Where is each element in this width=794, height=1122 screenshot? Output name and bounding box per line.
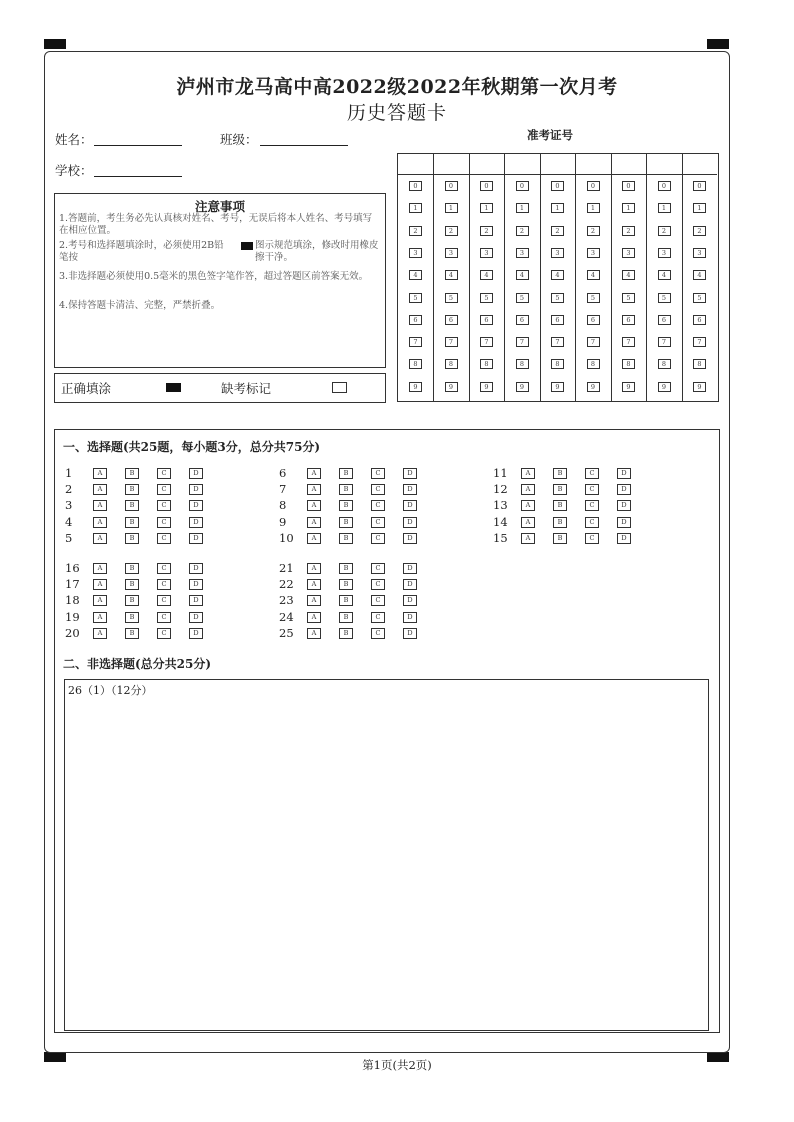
question-number: 25 xyxy=(279,625,294,640)
exam-id-bubble[interactable]: 6 xyxy=(409,315,422,325)
exam-id-bubble[interactable]: 2 xyxy=(409,226,422,236)
exam-id-bubble[interactable]: 0 xyxy=(480,181,493,191)
exam-id-bubble[interactable]: 3 xyxy=(551,248,564,258)
name-field[interactable] xyxy=(94,145,182,146)
question-number: 8 xyxy=(279,498,287,513)
exam-id-bubble[interactable]: 8 xyxy=(516,359,529,369)
exam-id-bubble[interactable]: 0 xyxy=(622,181,635,191)
exam-id-bubble[interactable]: 8 xyxy=(622,359,635,369)
question-number: 4 xyxy=(65,514,73,529)
registration-mark-top-right xyxy=(707,39,729,49)
answer-bubble[interactable]: B xyxy=(125,579,139,590)
question-number: 11 xyxy=(493,466,508,480)
answer-bubble[interactable]: D xyxy=(403,500,417,511)
answer-bubble[interactable]: D xyxy=(617,484,631,495)
exam-id-bubble[interactable]: 6 xyxy=(480,315,493,325)
exam-id-bubble[interactable]: 7 xyxy=(480,337,493,347)
question-number: 24 xyxy=(279,609,294,624)
class-label: 班级： xyxy=(220,132,258,147)
section1-title: 一、选择题(共25题，每小题3分，总分共75分) xyxy=(63,440,321,454)
fill-sample-icon xyxy=(241,242,253,250)
exam-id-bubble[interactable]: 7 xyxy=(551,337,564,347)
notice-item-4: 4.保持答题卡清洁、完整，严禁折叠。 xyxy=(59,300,221,311)
answer-bubble[interactable]: B xyxy=(125,563,139,574)
exam-id-bubble[interactable]: 7 xyxy=(409,337,422,347)
exam-id-bubble[interactable]: 9 xyxy=(587,382,600,392)
exam-id-digit-cell[interactable] xyxy=(505,154,540,175)
answer-bubble[interactable]: C xyxy=(157,579,171,590)
question-number: 9 xyxy=(279,514,287,529)
question-number: 7 xyxy=(279,482,287,497)
exam-id-digit-cell[interactable] xyxy=(576,154,611,175)
exam-id-bubble[interactable]: 1 xyxy=(622,203,635,213)
exam-id-bubble[interactable]: 1 xyxy=(409,203,422,213)
exam-id-bubble[interactable]: 3 xyxy=(445,248,458,258)
answer-bubble[interactable]: B xyxy=(125,468,139,479)
exam-id-bubble[interactable]: 1 xyxy=(658,203,671,213)
exam-id-bubble[interactable]: 9 xyxy=(551,382,564,392)
correct-fill-label: 正确填涂 xyxy=(61,381,112,396)
answer-bubble[interactable]: A xyxy=(307,533,321,544)
question-number: 14 xyxy=(493,514,508,529)
exam-id-digit-cell[interactable] xyxy=(434,154,469,175)
exam-id-bubble[interactable]: 4 xyxy=(516,270,529,280)
answer-bubble[interactable]: B xyxy=(339,579,353,590)
answer-bubble[interactable]: C xyxy=(585,484,599,495)
answer-bubble[interactable]: D xyxy=(189,563,203,574)
answer-bubble[interactable]: A xyxy=(93,595,107,606)
exam-id-digit-cell[interactable] xyxy=(611,154,646,175)
exam-id-digit-cell[interactable] xyxy=(469,154,504,175)
section2-title: 二、非选择题(总分共25分) xyxy=(63,657,212,671)
exam-id-bubble[interactable]: 9 xyxy=(622,382,635,392)
answer-bubble[interactable]: C xyxy=(371,579,385,590)
answer-bubble[interactable]: A xyxy=(521,517,535,528)
answer-bubble[interactable]: A xyxy=(521,533,535,544)
exam-id-bubble[interactable]: 3 xyxy=(480,248,493,258)
answer-bubble[interactable]: D xyxy=(617,468,631,479)
answer-bubble[interactable]: B xyxy=(125,595,139,606)
question-number: 18 xyxy=(65,593,80,608)
answer-bubble[interactable]: D xyxy=(189,533,203,544)
exam-id-bubble[interactable]: 3 xyxy=(622,248,635,258)
answer-bubble[interactable]: C xyxy=(157,595,171,606)
exam-id-column xyxy=(682,154,717,401)
exam-id-bubble[interactable]: 5 xyxy=(693,293,706,303)
exam-id-column xyxy=(540,154,576,401)
question-number: 19 xyxy=(65,609,80,624)
exam-id-bubble[interactable]: 9 xyxy=(693,382,706,392)
answer-bubble[interactable]: D xyxy=(189,484,203,495)
exam-id-bubble[interactable]: 4 xyxy=(445,270,458,280)
exam-id-bubble[interactable]: 7 xyxy=(587,337,600,347)
answer-bubble[interactable]: A xyxy=(307,484,321,495)
answer-bubble[interactable]: B xyxy=(339,533,353,544)
question-number: 22 xyxy=(279,577,294,592)
answer-bubble[interactable]: A xyxy=(93,612,107,623)
subject-title: 历史答题卡 xyxy=(346,102,447,124)
question-number: 15 xyxy=(493,530,508,545)
answer-bubble[interactable]: B xyxy=(339,500,353,511)
exam-id-column xyxy=(505,154,541,401)
exam-id-bubble[interactable]: 0 xyxy=(587,181,600,191)
exam-id-bubble[interactable]: 7 xyxy=(622,337,635,347)
answer-bubble[interactable]: C xyxy=(157,612,171,623)
exam-id-bubble[interactable]: 8 xyxy=(480,359,493,369)
answer-bubble[interactable]: D xyxy=(403,484,417,495)
exam-id-bubble[interactable]: 0 xyxy=(551,181,564,191)
exam-id-bubble[interactable]: 5 xyxy=(516,293,529,303)
exam-id-digit-cell[interactable] xyxy=(398,154,433,175)
exam-id-bubble[interactable]: 8 xyxy=(587,359,600,369)
answer-bubble[interactable]: D xyxy=(617,517,631,528)
exam-id-bubble[interactable]: 5 xyxy=(445,293,458,303)
answer-bubble[interactable]: D xyxy=(189,612,203,623)
answer-bubble[interactable]: D xyxy=(189,500,203,511)
answer-bubble[interactable]: D xyxy=(403,468,417,479)
answer-bubble[interactable]: C xyxy=(585,533,599,544)
answer-bubble[interactable]: C xyxy=(585,517,599,528)
question-number: 10 xyxy=(279,530,294,545)
question-number: 5 xyxy=(65,530,73,545)
school-field[interactable] xyxy=(94,176,182,177)
exam-id-column xyxy=(398,154,434,401)
answer-bubble[interactable]: A xyxy=(521,484,535,495)
answer-bubble[interactable]: C xyxy=(157,563,171,574)
answer-bubble[interactable]: B xyxy=(125,628,139,639)
answer-bubble[interactable]: C xyxy=(371,563,385,574)
exam-id-bubble[interactable]: 3 xyxy=(409,248,422,258)
exam-id-bubble[interactable]: 8 xyxy=(693,359,706,369)
answer-bubble[interactable]: B xyxy=(125,612,139,623)
answer-bubble[interactable]: C xyxy=(371,468,385,479)
exam-id-bubble[interactable]: 5 xyxy=(551,293,564,303)
exam-id-bubble[interactable]: 5 xyxy=(658,293,671,303)
exam-id-bubble[interactable]: 6 xyxy=(622,315,635,325)
exam-id-column xyxy=(611,154,647,401)
exam-id-bubble[interactable]: 4 xyxy=(480,270,493,280)
answer-bubble[interactable]: B xyxy=(339,563,353,574)
exam-id-bubble[interactable]: 9 xyxy=(516,382,529,392)
exam-id-grid xyxy=(397,153,719,402)
exam-id-bubble[interactable]: 0 xyxy=(658,181,671,191)
answer-bubble[interactable]: B xyxy=(553,533,567,544)
exam-id-bubble[interactable]: 8 xyxy=(409,359,422,369)
exam-id-bubble[interactable]: 2 xyxy=(551,226,564,236)
answer-bubble[interactable]: D xyxy=(189,579,203,590)
answer-bubble[interactable]: A xyxy=(93,500,107,511)
exam-id-bubble[interactable]: 2 xyxy=(622,226,635,236)
exam-id-bubble[interactable]: 2 xyxy=(516,226,529,236)
exam-id-bubble[interactable]: 1 xyxy=(516,203,529,213)
answer-bubble[interactable]: D xyxy=(189,628,203,639)
exam-id-bubble[interactable]: 9 xyxy=(445,382,458,392)
question-number: 13 xyxy=(493,498,508,513)
answer-bubble[interactable]: C xyxy=(157,500,171,511)
answer-bubble[interactable]: A xyxy=(93,563,107,574)
exam-id-bubble[interactable]: 4 xyxy=(587,270,600,280)
exam-id-bubble[interactable]: 1 xyxy=(445,203,458,213)
answer-bubble[interactable]: B xyxy=(339,628,353,639)
answer-bubble[interactable]: B xyxy=(339,468,353,479)
exam-id-bubble[interactable]: 2 xyxy=(587,226,600,236)
exam-id-bubble[interactable]: 4 xyxy=(693,270,706,280)
q26-label: 26（1）（12分） xyxy=(68,684,153,697)
answer-bubble[interactable]: A xyxy=(307,468,321,479)
exam-id-bubble[interactable]: 9 xyxy=(480,382,493,392)
exam-id-bubble[interactable]: 6 xyxy=(658,315,671,325)
exam-id-bubble[interactable]: 7 xyxy=(445,337,458,347)
answer-bubble[interactable]: C xyxy=(585,468,599,479)
answer-bubble[interactable]: B xyxy=(339,595,353,606)
exam-id-bubble[interactable]: 4 xyxy=(551,270,564,280)
answer-bubble[interactable]: A xyxy=(307,563,321,574)
exam-id-bubble[interactable]: 9 xyxy=(409,382,422,392)
answer-bubble[interactable]: A xyxy=(307,612,321,623)
answer-bubble[interactable]: C xyxy=(371,500,385,511)
answer-bubble[interactable]: B xyxy=(125,517,139,528)
answer-bubble[interactable]: C xyxy=(157,468,171,479)
answer-bubble[interactable]: B xyxy=(553,517,567,528)
school-label: 学校： xyxy=(55,163,93,178)
question-number: 16 xyxy=(65,561,80,575)
exam-id-bubble[interactable]: 9 xyxy=(658,382,671,392)
exam-id-bubble[interactable]: 4 xyxy=(658,270,671,280)
answer-bubble[interactable]: D xyxy=(617,533,631,544)
answer-bubble[interactable]: C xyxy=(157,628,171,639)
question-number: 21 xyxy=(279,561,294,575)
answer-bubble[interactable]: D xyxy=(189,468,203,479)
answer-bubble[interactable]: A xyxy=(307,628,321,639)
question-number: 23 xyxy=(279,593,294,608)
exam-id-bubble[interactable]: 3 xyxy=(693,248,706,258)
exam-id-bubble[interactable]: 4 xyxy=(622,270,635,280)
question-number: 3 xyxy=(65,498,73,513)
answer-bubble[interactable]: C xyxy=(371,533,385,544)
answer-bubble[interactable]: D xyxy=(189,517,203,528)
exam-id-bubble[interactable]: 3 xyxy=(658,248,671,258)
exam-id-bubble[interactable]: 0 xyxy=(516,181,529,191)
exam-id-bubble[interactable]: 8 xyxy=(445,359,458,369)
name-label: 姓名： xyxy=(55,132,93,147)
answer-bubble[interactable]: A xyxy=(307,579,321,590)
absent-mark-checkbox[interactable] xyxy=(332,382,347,393)
answer-bubble[interactable]: A xyxy=(93,533,107,544)
class-field[interactable] xyxy=(260,145,348,146)
exam-id-bubble[interactable]: 7 xyxy=(516,337,529,347)
answer-bubble[interactable]: C xyxy=(371,595,385,606)
answer-bubble[interactable]: B xyxy=(125,533,139,544)
exam-id-bubble[interactable]: 7 xyxy=(658,337,671,347)
correct-fill-sample-icon xyxy=(166,383,181,392)
exam-id-column xyxy=(469,154,505,401)
answer-bubble[interactable]: A xyxy=(93,628,107,639)
question-number: 17 xyxy=(65,577,80,592)
exam-id-bubble[interactable]: 1 xyxy=(587,203,600,213)
answer-bubble[interactable]: A xyxy=(93,579,107,590)
answer-bubble[interactable]: B xyxy=(339,484,353,495)
exam-id-bubble[interactable]: 6 xyxy=(445,315,458,325)
answer-bubble[interactable]: D xyxy=(403,628,417,639)
exam-id-bubble[interactable]: 3 xyxy=(516,248,529,258)
exam-id-digit-cell[interactable] xyxy=(682,154,717,175)
answer-bubble[interactable]: B xyxy=(125,484,139,495)
exam-id-bubble[interactable]: 7 xyxy=(693,337,706,347)
exam-id-label: 准考证号 xyxy=(527,128,573,142)
notice-item-3: 3.非选择题必须使用0.5毫米的黑色签字笔作答，超过答题区前答案无效。 xyxy=(59,271,369,282)
answer-bubble[interactable]: D xyxy=(403,533,417,544)
notice-item-2b: 图示规范填涂，修改时用橡皮擦干净。 xyxy=(255,240,379,263)
answer-bubble[interactable]: B xyxy=(553,484,567,495)
answer-bubble[interactable]: A xyxy=(307,595,321,606)
exam-id-bubble[interactable]: 6 xyxy=(551,315,564,325)
question-number: 2 xyxy=(65,482,73,497)
notice-item-2a: 2.考号和选择题填涂时，必须使用2B铅笔按 xyxy=(59,240,224,263)
exam-id-bubble[interactable]: 1 xyxy=(551,203,564,213)
answer-bubble[interactable]: B xyxy=(339,612,353,623)
question-number: 12 xyxy=(493,482,508,497)
answer-bubble[interactable]: C xyxy=(371,484,385,495)
answer-bubble[interactable]: B xyxy=(553,468,567,479)
question-number: 20 xyxy=(65,625,80,640)
exam-id-bubble[interactable]: 5 xyxy=(480,293,493,303)
notice-item-1: 1.答题前，考生务必先认真核对姓名、考号，无误后将本人姓名、考号填写在相应位置。 xyxy=(59,213,373,236)
answer-bubble[interactable]: A xyxy=(307,517,321,528)
answer-bubble[interactable]: A xyxy=(521,468,535,479)
exam-id-bubble[interactable]: 2 xyxy=(658,226,671,236)
exam-id-bubble[interactable]: 2 xyxy=(693,226,706,236)
exam-id-bubble[interactable]: 5 xyxy=(409,293,422,303)
exam-title: 泸州市龙马高中高2022级2022年秋期第一次月考 xyxy=(176,76,618,98)
exam-id-bubble[interactable]: 8 xyxy=(551,359,564,369)
exam-id-bubble[interactable]: 6 xyxy=(516,315,529,325)
answer-bubble[interactable]: D xyxy=(403,563,417,574)
exam-id-digit-cell[interactable] xyxy=(647,154,682,175)
exam-id-digit-cell[interactable] xyxy=(540,154,575,175)
exam-id-bubble[interactable]: 2 xyxy=(445,226,458,236)
answer-bubble[interactable]: D xyxy=(189,595,203,606)
question-number: 1 xyxy=(65,466,73,480)
exam-id-column xyxy=(647,154,683,401)
exam-id-bubble[interactable]: 6 xyxy=(587,315,600,325)
answer-bubble[interactable]: C xyxy=(157,484,171,495)
answer-bubble[interactable]: A xyxy=(521,500,535,511)
answer-bubble[interactable]: C xyxy=(157,517,171,528)
answer-bubble[interactable]: B xyxy=(125,500,139,511)
page-footer: 第1页(共2页) xyxy=(362,1058,432,1072)
fill-legend-box xyxy=(54,373,386,403)
exam-id-bubble[interactable]: 5 xyxy=(587,293,600,303)
answer-bubble[interactable]: C xyxy=(157,533,171,544)
notice-title: 注意事项 xyxy=(194,199,245,214)
exam-id-bubble[interactable]: 8 xyxy=(658,359,671,369)
answer-bubble[interactable]: A xyxy=(93,517,107,528)
exam-id-bubble[interactable]: 1 xyxy=(693,203,706,213)
answer-bubble[interactable]: C xyxy=(371,517,385,528)
answer-bubble[interactable]: B xyxy=(553,500,567,511)
question-number: 6 xyxy=(279,466,287,480)
answer-bubble[interactable]: C xyxy=(371,628,385,639)
exam-id-bubble[interactable]: 0 xyxy=(409,181,422,191)
answer-bubble[interactable]: D xyxy=(403,595,417,606)
registration-mark-top-left xyxy=(44,39,66,49)
answer-bubble[interactable]: D xyxy=(403,517,417,528)
exam-id-bubble[interactable]: 4 xyxy=(409,270,422,280)
exam-id-bubble[interactable]: 1 xyxy=(480,203,493,213)
answer-bubble[interactable]: D xyxy=(403,612,417,623)
exam-id-bubble[interactable]: 0 xyxy=(445,181,458,191)
answer-bubble[interactable]: A xyxy=(93,468,107,479)
answer-bubble[interactable]: D xyxy=(617,500,631,511)
answer-bubble[interactable]: C xyxy=(585,500,599,511)
exam-id-bubble[interactable]: 2 xyxy=(480,226,493,236)
q26-answer-box[interactable] xyxy=(64,679,709,1031)
exam-id-bubble[interactable]: 0 xyxy=(693,181,706,191)
exam-id-bubble[interactable]: 3 xyxy=(587,248,600,258)
exam-id-bubble[interactable]: 5 xyxy=(622,293,635,303)
exam-id-column xyxy=(434,154,470,401)
answer-bubble[interactable]: D xyxy=(403,579,417,590)
exam-id-column xyxy=(576,154,612,401)
answer-bubble[interactable]: A xyxy=(307,500,321,511)
absent-mark-label: 缺考标记 xyxy=(221,381,272,396)
answer-bubble[interactable]: B xyxy=(339,517,353,528)
answer-bubble[interactable]: C xyxy=(371,612,385,623)
exam-id-bubble[interactable]: 6 xyxy=(693,315,706,325)
answer-bubble[interactable]: A xyxy=(93,484,107,495)
notice-box xyxy=(54,193,386,368)
